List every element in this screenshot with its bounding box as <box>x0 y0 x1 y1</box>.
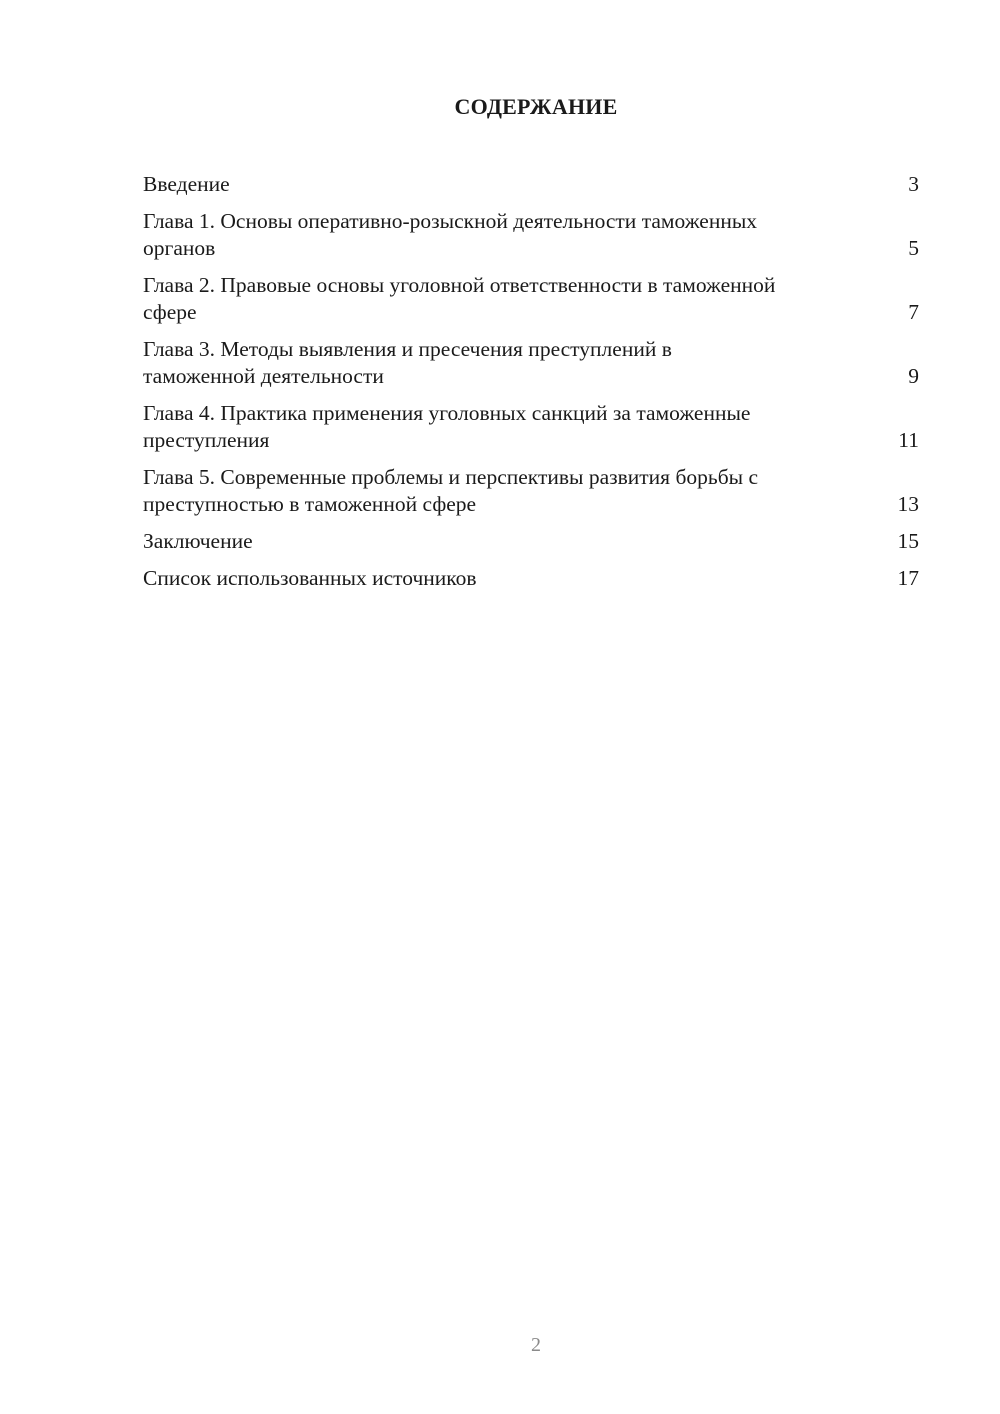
toc-entry-page: 3 <box>908 172 919 196</box>
toc-entry-title: Глава 2. Правовые основы уголовной ответственности в таможенной сфере <box>143 273 776 324</box>
toc-entry-page: 17 <box>897 566 919 590</box>
page-number: 2 <box>531 1334 541 1356</box>
toc-entry-page: 15 <box>897 529 919 553</box>
toc-entry-title: Введение <box>143 172 230 196</box>
toc-entry-title: Глава 5. Современные проблемы и перспективы развития борьбы с преступностью в таможенной сфере <box>143 465 758 516</box>
toc-entry-chapter-5 <box>143 464 919 518</box>
toc-entry-page: 5 <box>908 236 919 260</box>
toc-entry-references <box>143 565 919 592</box>
toc-entry-page: 13 <box>897 492 919 516</box>
toc-entry-page: 9 <box>908 364 919 388</box>
toc-entry-page: 7 <box>908 300 919 324</box>
toc-entry-conclusion <box>143 528 919 555</box>
toc-entry-title: Глава 1. Основы оперативно-розыскной деятельности таможенных органов <box>143 209 758 260</box>
toc-entry-title: Глава 4. Практика применения уголовных санкций за таможенные преступления <box>143 401 751 452</box>
toc-entry-title: Глава 3. Методы выявления и пресечения преступлений в таможенной деятельности <box>143 337 672 388</box>
toc-entry-introduction <box>143 171 919 198</box>
toc-entry-chapter-2 <box>143 272 919 326</box>
toc-entry-title: Заключение <box>143 529 253 553</box>
toc-entry-title: Список использованных источников <box>143 566 477 590</box>
toc-entry-chapter-3 <box>143 336 919 390</box>
table-of-contents <box>143 171 919 602</box>
toc-entry-page: 11 <box>898 428 919 452</box>
toc-entry-chapter-1 <box>143 208 919 262</box>
page-title: СОДЕРЖАНИЕ <box>454 94 618 119</box>
toc-entry-chapter-4 <box>143 400 919 454</box>
